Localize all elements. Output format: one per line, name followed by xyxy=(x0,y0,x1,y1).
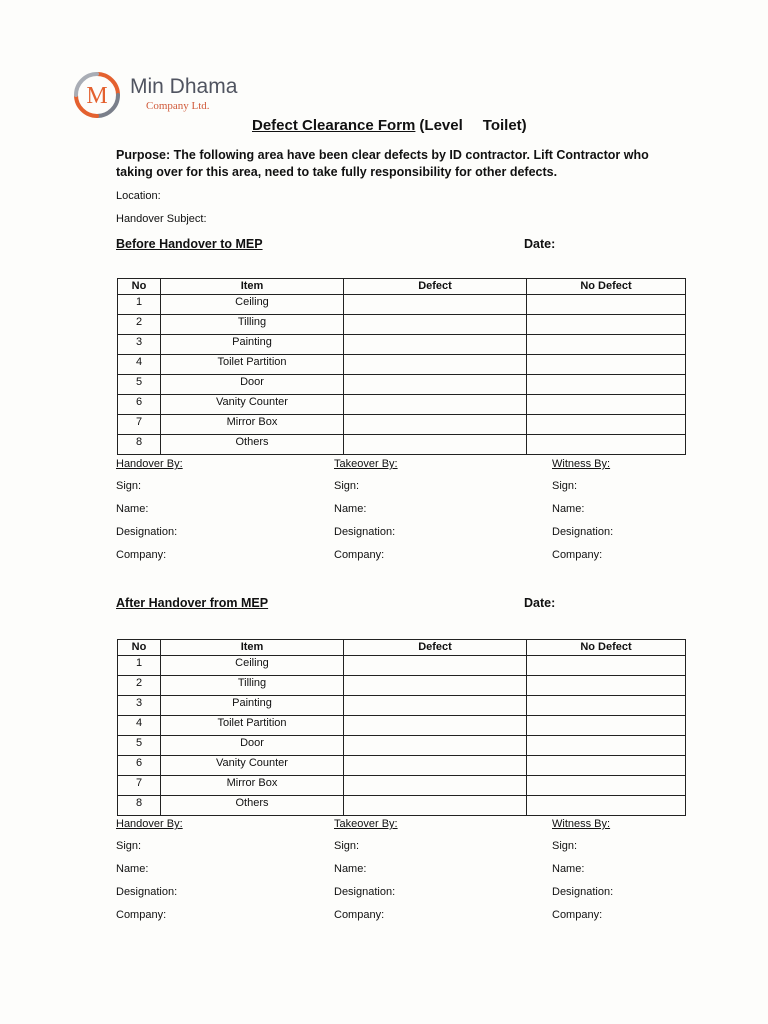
cell-item: Toilet Partition xyxy=(161,716,344,736)
signature-block-heading: Handover By: xyxy=(116,458,183,470)
cell-no-defect[interactable] xyxy=(527,696,686,716)
signature-sign-label: Sign: xyxy=(552,840,578,852)
logo-mark-icon xyxy=(72,70,122,120)
table-row xyxy=(118,656,686,676)
cell-item: Door xyxy=(161,375,344,395)
signature-name-label: Name: xyxy=(552,503,585,515)
cell-defect[interactable] xyxy=(344,355,527,375)
cell-defect[interactable] xyxy=(344,395,527,415)
signature-block xyxy=(552,818,752,932)
cell-defect[interactable] xyxy=(344,656,527,676)
signature-block-heading: Handover By: xyxy=(116,818,183,830)
signature-designation-label: Designation: xyxy=(334,886,396,898)
cell-item: Door xyxy=(161,736,344,756)
signature-block xyxy=(334,818,534,932)
table-row xyxy=(118,796,686,816)
cell-item: Others xyxy=(161,796,344,816)
section-before-date-label: Date: xyxy=(524,237,556,251)
cell-item: Vanity Counter xyxy=(161,756,344,776)
cell-no: 8 xyxy=(118,435,161,455)
cell-defect[interactable] xyxy=(344,335,527,355)
signature-name-label: Name: xyxy=(334,863,367,875)
signature-designation-label: Designation: xyxy=(334,526,396,538)
table-row xyxy=(118,756,686,776)
header-no-defect: No Defect xyxy=(527,279,686,295)
cell-item: Painting xyxy=(161,696,344,716)
signature-name-label: Name: xyxy=(552,863,585,875)
cell-no: 8 xyxy=(118,796,161,816)
table-row xyxy=(118,776,686,796)
table-row xyxy=(118,435,686,455)
signature-block xyxy=(116,458,316,572)
signature-block xyxy=(552,458,752,572)
cell-no-defect[interactable] xyxy=(527,355,686,375)
cell-item: Mirror Box xyxy=(161,415,344,435)
cell-no: 3 xyxy=(118,335,161,355)
cell-item: Tilling xyxy=(161,676,344,696)
signature-sign-label: Sign: xyxy=(334,480,360,492)
handover-subject-label: Handover Subject: xyxy=(116,213,207,225)
cell-no: 7 xyxy=(118,415,161,435)
signature-block xyxy=(334,458,534,572)
cell-no: 7 xyxy=(118,776,161,796)
cell-no-defect[interactable] xyxy=(527,375,686,395)
cell-no-defect[interactable] xyxy=(527,395,686,415)
section-before-title: Before Handover to MEP xyxy=(116,237,263,251)
table-row xyxy=(118,415,686,435)
cell-no-defect[interactable] xyxy=(527,796,686,816)
purpose-statement: Purpose: The following area have been clear defects by ID contractor. Lift Contractor who taking over for this area, need to take fully responsibility for other defects. xyxy=(116,148,649,179)
signature-designation-label: Designation: xyxy=(552,526,614,538)
form-title-text: Defect Clearance Form xyxy=(252,117,416,134)
form-title-level: (Level xyxy=(419,117,463,134)
cell-no: 2 xyxy=(118,315,161,335)
defect-table-after xyxy=(117,639,686,816)
table-row xyxy=(118,395,686,415)
cell-item: Mirror Box xyxy=(161,776,344,796)
table-row xyxy=(118,355,686,375)
signature-company-label: Company: xyxy=(334,549,385,561)
location-label: Location: xyxy=(116,190,161,202)
cell-defect[interactable] xyxy=(344,435,527,455)
signature-sign-label: Sign: xyxy=(334,840,360,852)
table-header-row xyxy=(118,279,686,295)
signature-designation-label: Designation: xyxy=(116,526,178,538)
cell-no-defect[interactable] xyxy=(527,676,686,696)
company-logo xyxy=(72,70,262,118)
form-title-area: Toilet) xyxy=(482,117,527,134)
header-item: Item xyxy=(161,279,344,295)
cell-no-defect[interactable] xyxy=(527,435,686,455)
form-title xyxy=(252,117,527,134)
cell-no: 5 xyxy=(118,375,161,395)
cell-no-defect[interactable] xyxy=(527,656,686,676)
logo-company-name: Min Dhama xyxy=(130,75,238,98)
signature-company-label: Company: xyxy=(334,909,385,921)
signature-name-label: Name: xyxy=(116,863,149,875)
cell-no: 1 xyxy=(118,656,161,676)
signature-block-heading: Witness By: xyxy=(552,458,611,470)
cell-no-defect[interactable] xyxy=(527,335,686,355)
header-defect: Defect xyxy=(344,640,527,656)
table-row xyxy=(118,716,686,736)
defect-table-before xyxy=(117,278,686,455)
cell-item: Ceiling xyxy=(161,295,344,315)
signature-sign-label: Sign: xyxy=(116,840,142,852)
cell-item: Painting xyxy=(161,335,344,355)
cell-no: 6 xyxy=(118,756,161,776)
signature-company-label: Company: xyxy=(116,909,167,921)
svg-text:M: M xyxy=(86,83,108,109)
cell-defect[interactable] xyxy=(344,415,527,435)
cell-item: Others xyxy=(161,435,344,455)
signature-name-label: Name: xyxy=(334,503,367,515)
cell-no-defect[interactable] xyxy=(527,415,686,435)
cell-item: Vanity Counter xyxy=(161,395,344,415)
table-row xyxy=(118,295,686,315)
cell-no-defect[interactable] xyxy=(527,736,686,756)
cell-no: 6 xyxy=(118,395,161,415)
cell-no: 5 xyxy=(118,736,161,756)
cell-defect[interactable] xyxy=(344,696,527,716)
cell-no-defect[interactable] xyxy=(527,315,686,335)
cell-item: Tilling xyxy=(161,315,344,335)
cell-defect[interactable] xyxy=(344,736,527,756)
cell-defect[interactable] xyxy=(344,375,527,395)
table-row xyxy=(118,375,686,395)
table-row xyxy=(118,696,686,716)
header-no-defect: No Defect xyxy=(527,640,686,656)
table-row xyxy=(118,676,686,696)
cell-no-defect[interactable] xyxy=(527,295,686,315)
cell-no: 1 xyxy=(118,295,161,315)
logo-company-suffix: Company Ltd. xyxy=(146,100,210,112)
cell-item: Toilet Partition xyxy=(161,355,344,375)
header-no: No xyxy=(118,279,161,295)
table-row xyxy=(118,736,686,756)
signature-designation-label: Designation: xyxy=(552,886,614,898)
header-item: Item xyxy=(161,640,344,656)
signature-company-label: Company: xyxy=(116,549,167,561)
signature-company-label: Company: xyxy=(552,549,603,561)
cell-defect[interactable] xyxy=(344,315,527,335)
signature-sign-label: Sign: xyxy=(552,480,578,492)
signature-block xyxy=(116,818,316,932)
cell-no-defect[interactable] xyxy=(527,756,686,776)
section-after-date-label: Date: xyxy=(524,596,556,610)
header-no: No xyxy=(118,640,161,656)
signature-company-label: Company: xyxy=(552,909,603,921)
cell-no: 2 xyxy=(118,676,161,696)
cell-no: 4 xyxy=(118,355,161,375)
cell-no-defect[interactable] xyxy=(527,716,686,736)
signature-block-heading: Takeover By: xyxy=(334,818,398,830)
table-row xyxy=(118,335,686,355)
cell-defect[interactable] xyxy=(344,776,527,796)
cell-no-defect[interactable] xyxy=(527,776,686,796)
cell-item: Ceiling xyxy=(161,656,344,676)
signature-name-label: Name: xyxy=(116,503,149,515)
section-after-title: After Handover from MEP xyxy=(116,596,269,610)
cell-defect[interactable] xyxy=(344,716,527,736)
cell-defect[interactable] xyxy=(344,676,527,696)
cell-defect[interactable] xyxy=(344,295,527,315)
table-header-row xyxy=(118,640,686,656)
signature-sign-label: Sign: xyxy=(116,480,142,492)
cell-no: 3 xyxy=(118,696,161,716)
cell-no: 4 xyxy=(118,716,161,736)
signature-block-heading: Takeover By: xyxy=(334,458,398,470)
header-defect: Defect xyxy=(344,279,527,295)
signature-designation-label: Designation: xyxy=(116,886,178,898)
table-row xyxy=(118,315,686,335)
cell-defect[interactable] xyxy=(344,796,527,816)
cell-defect[interactable] xyxy=(344,756,527,776)
signature-block-heading: Witness By: xyxy=(552,818,611,830)
